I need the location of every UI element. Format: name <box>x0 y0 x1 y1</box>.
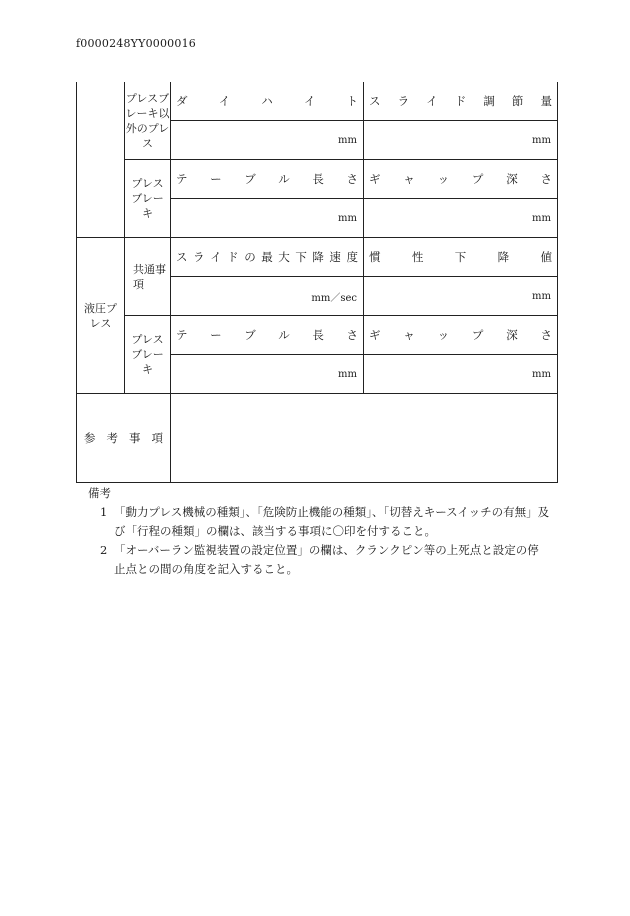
slide-adjust-input[interactable] <box>364 121 558 160</box>
die-height-input[interactable] <box>171 121 364 160</box>
note-text: 「動力プレス機械の種類」、「危険防止機能の種類」、「切替えキースイッチの有無」及び「行程の種類」の欄は、該当する事項に〇印を付すること。 <box>114 505 550 538</box>
die-height-unit: mm <box>338 134 357 146</box>
reference-label-cell <box>77 394 171 483</box>
die-height-label-cell <box>171 82 364 121</box>
hydraulic-common-row-labels <box>77 238 558 277</box>
die-height-label: ダ イ ハ イ ト <box>176 94 358 108</box>
press-spec-table <box>76 82 558 483</box>
gap-depth-label: ギ ャ ッ プ 深 さ <box>369 172 552 186</box>
max-descent-label-cell <box>171 238 364 277</box>
table-length-unit: mm <box>338 212 357 224</box>
inertia-descent-label: 慣 性 下 降 値 <box>369 250 552 264</box>
max-descent-input[interactable] <box>171 277 364 316</box>
hydraulic-press-label-text: 液圧プ レス <box>84 301 117 330</box>
max-descent-unit: mm／sec <box>311 292 357 304</box>
note-number: 1 <box>100 505 108 519</box>
inertia-unit: mm <box>532 290 551 302</box>
document-id: f0000248YY0000016 <box>76 37 196 50</box>
press-brake-label <box>125 160 171 238</box>
hydraulic-press-brake-label-text: プレス ブレー キ <box>131 333 164 376</box>
note-number: 2 <box>100 543 108 557</box>
common-items-label-text: 共通事 項 <box>133 262 166 291</box>
hydraulic-press-label <box>77 238 125 394</box>
reference-label: 参 考 事 項 <box>84 431 163 445</box>
table-length-input[interactable] <box>171 199 364 238</box>
table-length-label-cell <box>171 160 364 199</box>
hydraulic-gap-depth-input[interactable] <box>364 355 558 394</box>
slide-adjust-label-cell <box>364 82 558 121</box>
inertia-input[interactable] <box>364 277 558 316</box>
hydraulic-gap-depth-label: ギ ャ ッ プ 深 さ <box>369 328 552 342</box>
hydraulic-table-length-unit: mm <box>338 368 357 380</box>
gap-depth-input[interactable] <box>364 199 558 238</box>
table-length-label: テ ー ブ ル 長 さ <box>176 172 358 186</box>
gap-depth-unit: mm <box>532 212 551 224</box>
other-press-label <box>125 82 171 160</box>
common-items-label <box>125 238 171 316</box>
press-brake-row-labels <box>77 160 558 199</box>
slide-adjust-unit: mm <box>532 134 551 146</box>
hydraulic-gap-depth-label-cell <box>364 316 558 355</box>
slide-adjust-label: ス ラ イ ド 調 節 量 <box>369 94 552 108</box>
gap-depth-label-cell <box>364 160 558 199</box>
hydraulic-table-length-input[interactable] <box>171 355 364 394</box>
press-brake-label-text: プレス ブレー キ <box>131 177 164 220</box>
reference-row <box>77 394 558 483</box>
press-type-continuation-cell <box>77 82 125 238</box>
notes-section <box>88 484 550 579</box>
note-item <box>100 503 550 541</box>
max-descent-label: ス ラ イ ド の 最 大 下 降 速 度 <box>176 250 358 264</box>
hydraulic-table-length-label: テ ー ブ ル 長 さ <box>176 328 358 342</box>
notes-title: 備考 <box>88 486 111 500</box>
hydraulic-press-brake-label <box>125 316 171 394</box>
inertia-label-cell <box>364 238 558 277</box>
hydraulic-gap-depth-unit: mm <box>532 368 551 380</box>
other-press-label-text: プレスブ レーキ以 外のプレ ス <box>125 91 170 150</box>
other-press-row-labels <box>77 82 558 121</box>
note-item <box>100 541 550 579</box>
note-text: 「オーバーラン監視装置の設定位置」の欄は、クランクピン等の上死点と設定の停止点との間の角度を記入すること。 <box>114 543 539 576</box>
reference-input[interactable] <box>171 394 558 483</box>
hydraulic-table-length-label-cell <box>171 316 364 355</box>
hydraulic-press-brake-row-labels <box>77 316 558 355</box>
